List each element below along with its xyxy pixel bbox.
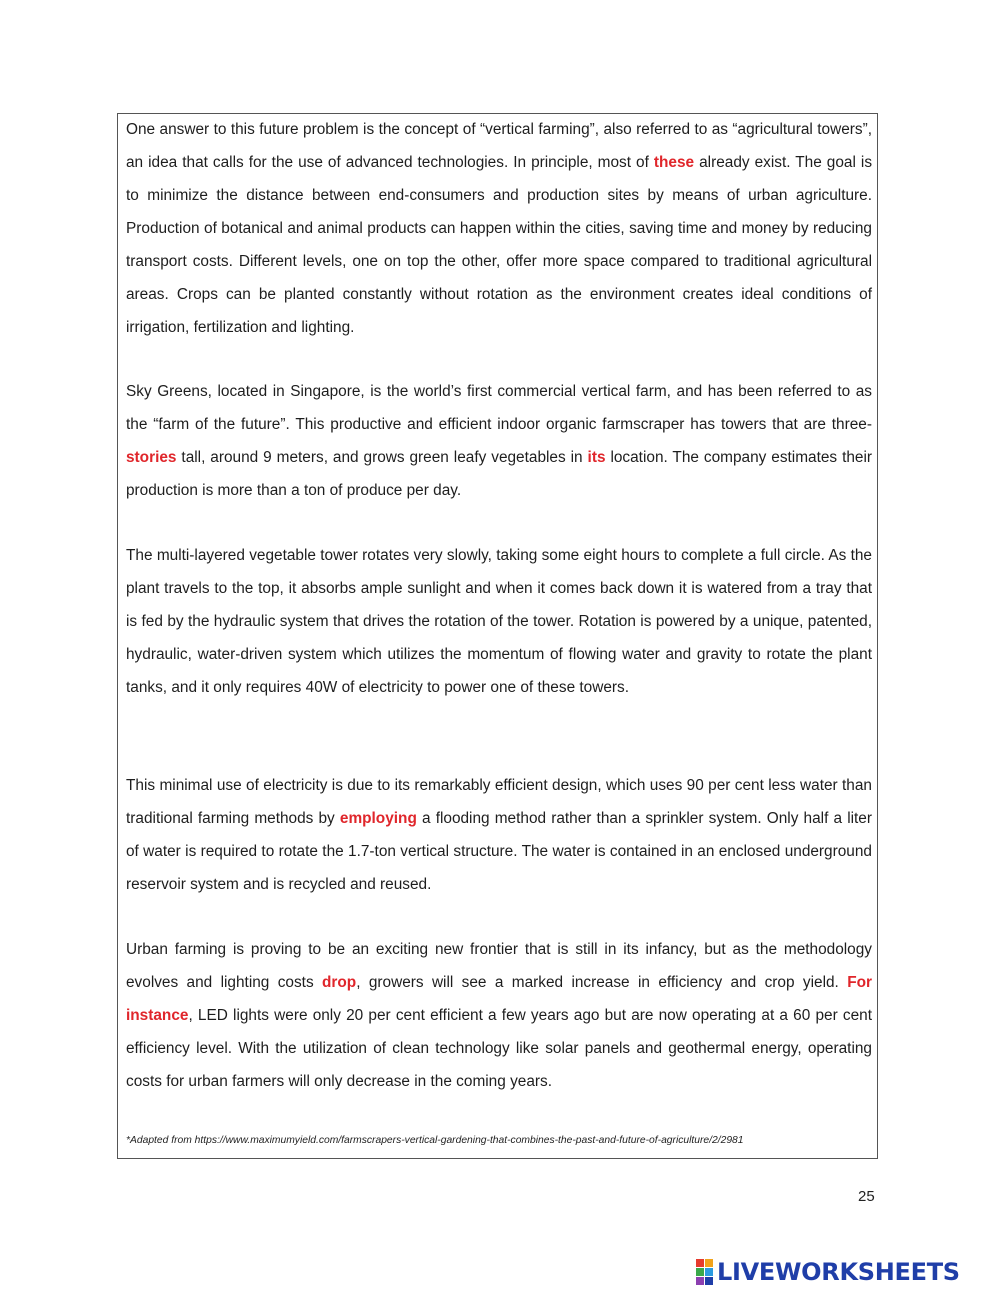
source-footnote: *Adapted from https://www.maximumyield.com/farmscrapers-vertical-gardening-that-combines-the-past-and-future-of-agriculture/2/2981 (126, 1135, 744, 1146)
paragraph-text: One answer to this future problem is the concept of “vertical farming”, also referred to as “agricultural towers”, an idea that calls for the use of advanced technologies. In principle, most of (126, 121, 872, 171)
paragraph-text: Urban farming is proving to be an exciting new frontier that is still in its infancy, but as the methodology evolves and lighting costs (126, 941, 872, 991)
paragraph-4 (126, 769, 872, 901)
paragraph-3 (126, 539, 872, 704)
paragraph-text: location. The company estimates their production is more than a ton of produce per day. (126, 449, 873, 499)
paragraph-text: already exist. The goal is to minimize the distance between end-consumers and production sites by means of urban agriculture. Production of botanical and animal products can happen within the cities, saving time and money by reducing transport costs. Different levels, one on top the other, offer more space compared to traditional agricultural areas. Crops can be planted constantly without rotation as the environment creates ideal conditions of irrigation, fertilization and lighting. (126, 154, 873, 336)
logo-square (705, 1259, 713, 1267)
logo-square (696, 1268, 704, 1276)
highlighted-word: drop (322, 974, 357, 991)
liveworksheets-logo (696, 1257, 960, 1287)
highlighted-word: employing (339, 810, 417, 827)
paragraph-text: Sky Greens, located in Singapore, is the world’s first commercial vertical farm, and has been referred to as the “farm of the future”. This productive and efficient indoor organic farmscraper has towers that are three- (126, 383, 872, 433)
highlighted-word: these (653, 154, 695, 171)
logo-square (705, 1277, 713, 1285)
paragraph-text: a flooding method rather than a sprinkler system. Only half a liter of water is required to rotate the 1.7-ton vertical structure. The water is contained in an enclosed underground reservoir system and is recycled and reused. (126, 810, 872, 893)
highlighted-word: stories (126, 449, 177, 466)
logo-square (696, 1277, 704, 1285)
paragraph-1 (126, 113, 872, 344)
logo-square (705, 1268, 713, 1276)
paragraph-text: , growers will see a marked increase in efficiency and crop yield. (356, 974, 848, 991)
page-number: 25 (858, 1188, 875, 1205)
logo-text: LIVEWORKSHEETS (717, 1258, 960, 1286)
logo-square (696, 1259, 704, 1267)
paragraph-text: tall, around 9 meters, and grows green leafy vegetables in (176, 449, 588, 466)
paragraph-text: , LED lights were only 20 per cent efficient a few years ago but are now operating at a 60 per cent efficiency level. With the utilization of clean technology like solar panels and geothermal energy, operating costs for urban farmers will only decrease in the coming years. (126, 1007, 872, 1090)
highlighted-word: For instance (126, 974, 872, 1024)
logo-squares-icon (696, 1259, 713, 1285)
paragraph-text: The multi-layered vegetable tower rotates very slowly, taking some eight hours to complete a full circle. As the plant travels to the top, it absorbs ample sunlight and when it comes back down it is watered from a tray that is fed by the hydraulic system that drives the rotation of the tower. Rotation is powered by a unique, patented, hydraulic, water-driven system which utilizes the momentum of flowing water and gravity to rotate the plant tanks, and it only requires 40W of electricity to power one of these towers. (126, 547, 872, 696)
paragraph-5 (126, 933, 872, 1098)
paragraph-text: This minimal use of electricity is due to its remarkably efficient design, which uses 90 per cent less water than traditional farming methods by (126, 777, 872, 827)
highlighted-word: its (587, 449, 606, 466)
paragraph-2 (126, 375, 872, 507)
